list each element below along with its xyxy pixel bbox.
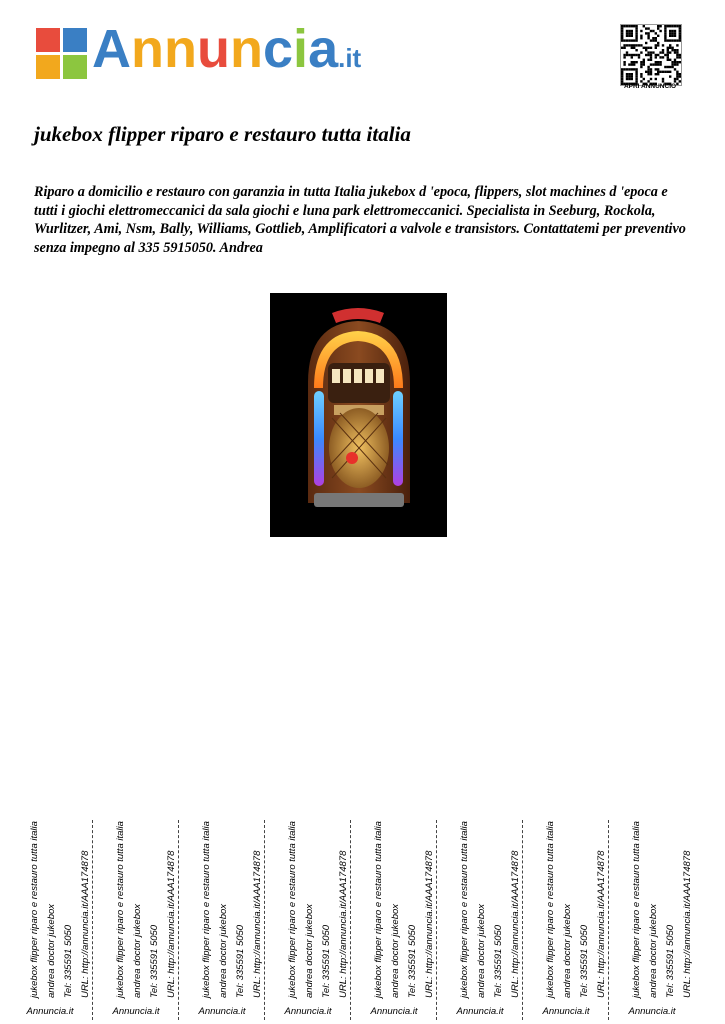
logo-letter: i [293,19,309,79]
strip-url[interactable]: URL: http://annuncia.it/AAA174878 [166,850,177,998]
strip-phone: Tel: 335591 5050 [493,924,504,998]
strip-contact: andrea doctor jukebox [648,903,659,998]
strip-contact: andrea doctor jukebox [46,903,57,998]
logo-letter: u [197,19,230,79]
logo-square-yellow [36,55,60,79]
strip-brand: Annuncia.it [198,1006,246,1017]
strip-contact: andrea doctor jukebox [132,903,143,998]
strip-url[interactable]: URL: http://annuncia.it/AAA174878 [510,850,521,998]
tear-strip[interactable] [265,800,351,1024]
annuncia-logo[interactable] [36,19,376,86]
logo-letter: n [131,19,164,79]
tear-strip[interactable] [7,800,93,1024]
strip-phone: Tel: 335591 5050 [235,924,246,998]
strip-contact: andrea doctor jukebox [562,903,573,998]
ad-title: jukebox flipper riparo e restauro tutta italia [34,122,411,146]
strip-brand: Annuncia.it [26,1006,74,1017]
strip-brand: Annuncia.it [284,1006,332,1017]
strip-separator [608,820,609,1020]
logo-square-red [36,28,60,52]
logo-letter: a [308,19,339,79]
logo-square-blue [63,28,87,52]
logo-squares-icon [36,28,88,80]
strip-title: jukebox flipper riparo e restauro tutta italia [545,821,556,998]
logo-suffix: .it [338,43,362,73]
tear-strip[interactable] [437,800,523,1024]
strip-url[interactable]: URL: http://annuncia.it/AAA174878 [338,850,349,998]
strip-separator [522,820,523,1020]
tear-strip[interactable] [351,800,437,1024]
strip-phone: Tel: 335591 5050 [665,924,676,998]
strip-contact: andrea doctor jukebox [218,903,229,998]
strip-brand: Annuncia.it [628,1006,676,1017]
strip-url[interactable]: URL: http://annuncia.it/AAA174878 [682,850,693,998]
strip-separator [92,820,93,1020]
strip-separator [350,820,351,1020]
strip-title: jukebox flipper riparo e restauro tutta italia [29,821,40,998]
qr-code-icon[interactable] [620,24,682,86]
strip-separator [264,820,265,1020]
strip-phone: Tel: 335591 5050 [63,924,74,998]
strip-contact: andrea doctor jukebox [304,903,315,998]
strip-url[interactable]: URL: http://annuncia.it/AAA174878 [424,850,435,998]
strip-title: jukebox flipper riparo e restauro tutta italia [373,821,384,998]
strip-url[interactable]: URL: http://annuncia.it/AAA174878 [252,850,263,998]
strip-title: jukebox flipper riparo e restauro tutta italia [115,821,126,998]
logo-letter: n [164,19,197,79]
strip-phone: Tel: 335591 5050 [321,924,332,998]
qr-code-graphic [621,25,681,85]
strip-title: jukebox flipper riparo e restauro tutta italia [201,821,212,998]
jukebox-photo [270,293,447,537]
strip-contact: andrea doctor jukebox [390,903,401,998]
strip-phone: Tel: 335591 5050 [149,924,160,998]
strip-brand: Annuncia.it [456,1006,504,1017]
tear-strip[interactable] [609,800,695,1024]
strip-title: jukebox flipper riparo e restauro tutta italia [631,821,642,998]
strip-separator [178,820,179,1020]
strip-phone: Tel: 335591 5050 [579,924,590,998]
tear-off-strips [0,800,725,1024]
strip-brand: Annuncia.it [112,1006,160,1017]
logo-letter: n [230,19,263,79]
strip-phone: Tel: 335591 5050 [407,924,418,998]
strip-contact: andrea doctor jukebox [476,903,487,998]
jukebox-image [270,293,447,537]
strip-separator [436,820,437,1020]
logo-wordmark [92,18,361,80]
strip-url[interactable]: URL: http://annuncia.it/AAA174878 [80,850,91,998]
logo-letter: c [263,19,294,79]
tear-strip[interactable] [523,800,609,1024]
strip-brand: Annuncia.it [370,1006,418,1017]
ad-description: Riparo a domicilio e restauro con garanzia in tutta Italia jukebox d 'epoca, flippers, slot machines d 'epoca e tutti i giochi elettromeccanici da sala giochi e luna park elettromeccanici. Specialista in Seeburg, Rockola, Wurlitzer, Ami, Nsm, Bally, Williams, Gottlieb, Amplificatori a valvole e transistors. Contattatemi per preventivo senza impegno al 335 5915050. Andrea [34,184,686,256]
strip-title: jukebox flipper riparo e restauro tutta italia [287,821,298,998]
logo-square-green [63,55,87,79]
strip-url[interactable]: URL: http://annuncia.it/AAA174878 [596,850,607,998]
logo-letter: A [92,19,131,79]
tear-strip[interactable] [179,800,265,1024]
qr-caption: APRI ANNUNCIO [623,83,677,90]
tear-strip[interactable] [93,800,179,1024]
strip-brand: Annuncia.it [542,1006,590,1017]
strip-title: jukebox flipper riparo e restauro tutta italia [459,821,470,998]
